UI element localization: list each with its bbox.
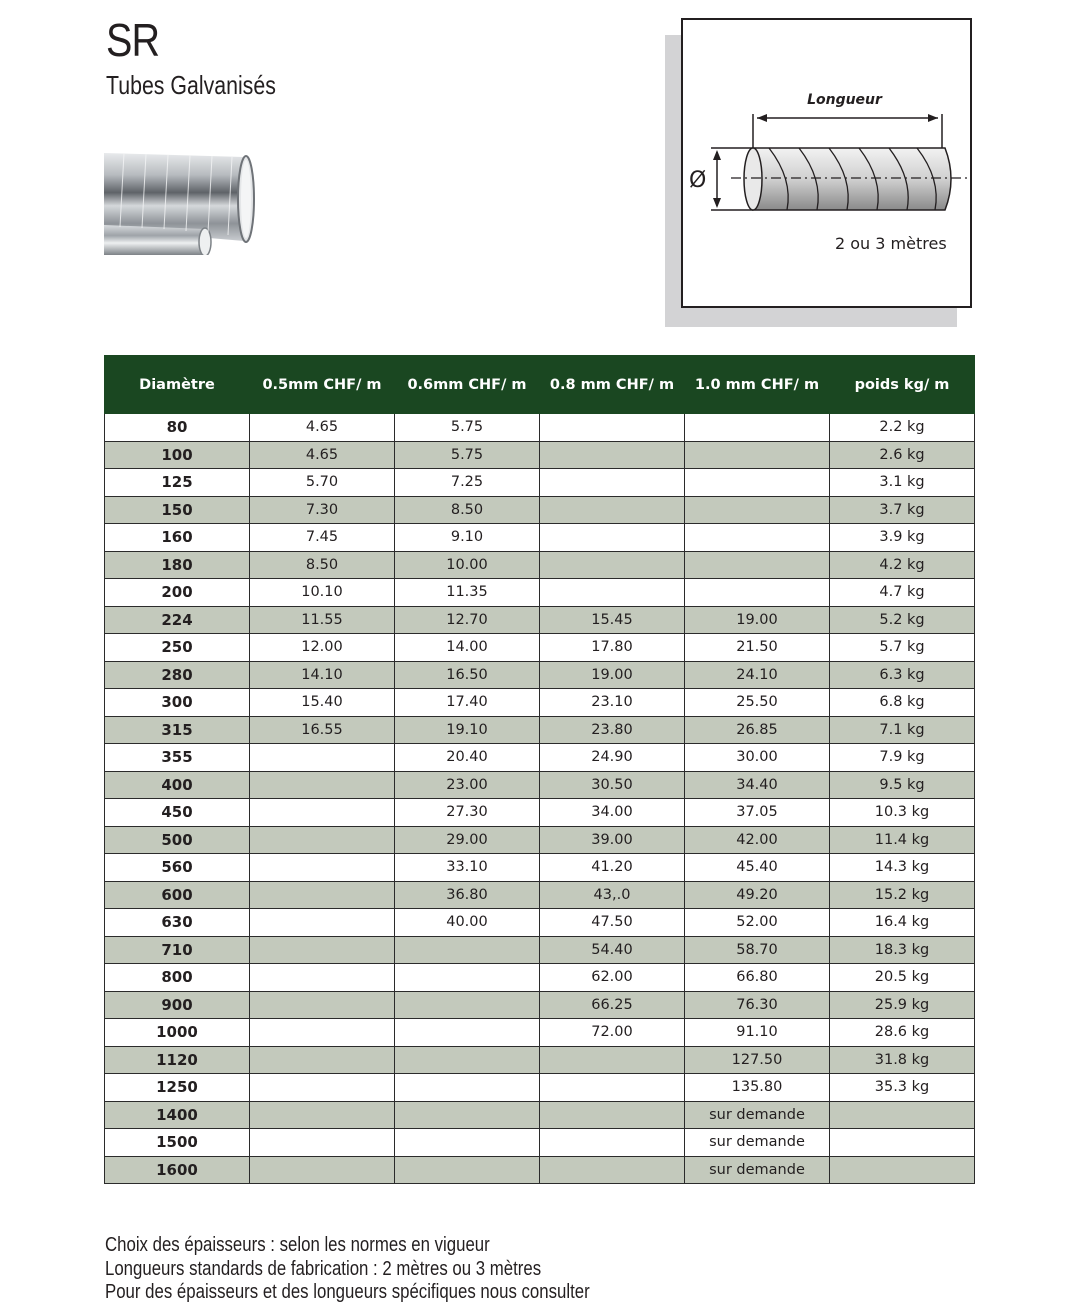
- table-header-row: [105, 356, 975, 414]
- diameter-cell: 1120: [105, 1046, 250, 1074]
- weight-cell: 4.7 kg: [830, 579, 975, 607]
- price-cell: 37.05: [685, 799, 830, 827]
- price-cell: 20.40: [395, 744, 540, 772]
- footnote-lengths: Longueurs standards de fabrication : 2 mètres ou 3 mètres: [105, 1257, 542, 1280]
- table-row: [105, 606, 975, 634]
- diameter-cell: 200: [105, 579, 250, 607]
- price-cell: sur demande: [685, 1129, 830, 1157]
- table-row: [105, 524, 975, 552]
- price-cell: [540, 579, 685, 607]
- weight-cell: 7.1 kg: [830, 716, 975, 744]
- table-row: [105, 414, 975, 442]
- table-row: [105, 496, 975, 524]
- diameter-cell: 300: [105, 689, 250, 717]
- price-cell: 41.20: [540, 854, 685, 882]
- price-cell: 8.50: [250, 551, 395, 579]
- diameter-cell: 315: [105, 716, 250, 744]
- diameter-cell: 450: [105, 799, 250, 827]
- price-cell: [250, 1074, 395, 1102]
- price-cell: 14.00: [395, 634, 540, 662]
- weight-cell: [830, 1129, 975, 1157]
- price-cell: 12.70: [395, 606, 540, 634]
- price-cell: 24.90: [540, 744, 685, 772]
- price-cell: [250, 909, 395, 937]
- price-cell: 23.80: [540, 716, 685, 744]
- weight-cell: 2.2 kg: [830, 414, 975, 442]
- table-row: [105, 771, 975, 799]
- price-cell: [250, 936, 395, 964]
- price-cell: 9.10: [395, 524, 540, 552]
- price-cell: 11.55: [250, 606, 395, 634]
- price-cell: 66.80: [685, 964, 830, 992]
- price-cell: [250, 1019, 395, 1047]
- price-cell: 17.80: [540, 634, 685, 662]
- table-row: [105, 441, 975, 469]
- price-cell: 52.00: [685, 909, 830, 937]
- price-cell: [540, 469, 685, 497]
- price-cell: 62.00: [540, 964, 685, 992]
- price-cell: [540, 441, 685, 469]
- weight-cell: 16.4 kg: [830, 909, 975, 937]
- diameter-cell: 630: [105, 909, 250, 937]
- price-cell: [685, 414, 830, 442]
- table-row: [105, 909, 975, 937]
- price-cell: [250, 826, 395, 854]
- price-cell: 7.25: [395, 469, 540, 497]
- diameter-cell: 800: [105, 964, 250, 992]
- price-cell: 12.00: [250, 634, 395, 662]
- price-cell: 43,.0: [540, 881, 685, 909]
- table-row: [105, 744, 975, 772]
- price-cell: [540, 1046, 685, 1074]
- price-cell: [250, 799, 395, 827]
- price-cell: 40.00: [395, 909, 540, 937]
- weight-cell: 14.3 kg: [830, 854, 975, 882]
- weight-cell: 9.5 kg: [830, 771, 975, 799]
- price-cell: 23.10: [540, 689, 685, 717]
- weight-cell: 18.3 kg: [830, 936, 975, 964]
- price-cell: [395, 964, 540, 992]
- table-row: [105, 936, 975, 964]
- price-cell: [540, 1129, 685, 1157]
- weight-cell: 4.2 kg: [830, 551, 975, 579]
- price-cell: 58.70: [685, 936, 830, 964]
- diameter-cell: 500: [105, 826, 250, 854]
- table-row: [105, 826, 975, 854]
- price-cell: [250, 854, 395, 882]
- price-cell: [540, 1074, 685, 1102]
- table-body: [105, 414, 975, 1184]
- diameter-cell: 1600: [105, 1156, 250, 1184]
- price-cell: 54.40: [540, 936, 685, 964]
- price-cell: sur demande: [685, 1101, 830, 1129]
- price-cell: [250, 1129, 395, 1157]
- diameter-cell: 125: [105, 469, 250, 497]
- price-cell: [250, 991, 395, 1019]
- price-cell: 45.40: [685, 854, 830, 882]
- price-cell: [540, 496, 685, 524]
- table-row: [105, 716, 975, 744]
- price-cell: 30.50: [540, 771, 685, 799]
- price-cell: 5.70: [250, 469, 395, 497]
- price-cell: 36.80: [395, 881, 540, 909]
- column-header: 1.0 mm CHF/ m: [685, 356, 830, 414]
- table-row: [105, 854, 975, 882]
- table-row: [105, 991, 975, 1019]
- price-cell: 19.00: [540, 661, 685, 689]
- price-cell: [395, 1019, 540, 1047]
- price-cell: [685, 551, 830, 579]
- page-title: SR: [106, 14, 160, 66]
- price-cell: 16.50: [395, 661, 540, 689]
- price-cell: 4.65: [250, 414, 395, 442]
- price-cell: 7.45: [250, 524, 395, 552]
- table-row: [105, 579, 975, 607]
- weight-cell: 25.9 kg: [830, 991, 975, 1019]
- column-header: 0.8 mm CHF/ m: [540, 356, 685, 414]
- footnote-contact: Pour des épaisseurs et des longueurs spécifiques nous consulter: [105, 1281, 590, 1303]
- price-cell: [540, 414, 685, 442]
- price-cell: [395, 936, 540, 964]
- weight-cell: 15.2 kg: [830, 881, 975, 909]
- weight-cell: 28.6 kg: [830, 1019, 975, 1047]
- price-cell: 127.50: [685, 1046, 830, 1074]
- price-cell: 4.65: [250, 441, 395, 469]
- diameter-cell: 250: [105, 634, 250, 662]
- diameter-cell: 1000: [105, 1019, 250, 1047]
- diameter-cell: 100: [105, 441, 250, 469]
- weight-cell: 35.3 kg: [830, 1074, 975, 1102]
- price-cell: 16.55: [250, 716, 395, 744]
- price-cell: 25.50: [685, 689, 830, 717]
- diameter-cell: 160: [105, 524, 250, 552]
- table-row: [105, 469, 975, 497]
- table-row: [105, 881, 975, 909]
- table-row: [105, 689, 975, 717]
- column-header: 0.6mm CHF/ m: [395, 356, 540, 414]
- price-cell: 19.00: [685, 606, 830, 634]
- weight-cell: 3.7 kg: [830, 496, 975, 524]
- weight-cell: 3.9 kg: [830, 524, 975, 552]
- column-header: poids kg/ m: [830, 356, 975, 414]
- price-cell: 17.40: [395, 689, 540, 717]
- price-cell: [685, 524, 830, 552]
- price-cell: [540, 1101, 685, 1129]
- price-cell: 26.85: [685, 716, 830, 744]
- price-cell: [685, 496, 830, 524]
- price-cell: 66.25: [540, 991, 685, 1019]
- table-row: [105, 1156, 975, 1184]
- diameter-cell: 560: [105, 854, 250, 882]
- weight-cell: 11.4 kg: [830, 826, 975, 854]
- weight-cell: 6.8 kg: [830, 689, 975, 717]
- weight-cell: 31.8 kg: [830, 1046, 975, 1074]
- table-row: [105, 1074, 975, 1102]
- column-header: Diamètre: [105, 356, 250, 414]
- weight-cell: 6.3 kg: [830, 661, 975, 689]
- table-row: [105, 661, 975, 689]
- price-cell: [395, 1156, 540, 1184]
- diameter-cell: 1250: [105, 1074, 250, 1102]
- diameter-symbol: Ø: [689, 168, 707, 193]
- price-cell: 34.40: [685, 771, 830, 799]
- price-cell: 15.45: [540, 606, 685, 634]
- price-cell: 5.75: [395, 414, 540, 442]
- weight-cell: 2.6 kg: [830, 441, 975, 469]
- table-row: [105, 1101, 975, 1129]
- weight-cell: 10.3 kg: [830, 799, 975, 827]
- diameter-cell: 280: [105, 661, 250, 689]
- table-row: [105, 1019, 975, 1047]
- price-cell: [250, 1101, 395, 1129]
- table-row: [105, 1129, 975, 1157]
- weight-cell: 20.5 kg: [830, 964, 975, 992]
- price-cell: [540, 524, 685, 552]
- table-row: [105, 551, 975, 579]
- weight-cell: 5.7 kg: [830, 634, 975, 662]
- diameter-cell: 400: [105, 771, 250, 799]
- price-cell: 15.40: [250, 689, 395, 717]
- price-cell: [395, 1101, 540, 1129]
- price-cell: [395, 1074, 540, 1102]
- spiral-tube-drawing: [683, 20, 970, 306]
- diameter-cell: 900: [105, 991, 250, 1019]
- table-row: [105, 634, 975, 662]
- length-label: Longueur: [807, 92, 882, 108]
- table-row: [105, 1046, 975, 1074]
- price-cell: [395, 1129, 540, 1157]
- price-cell: [250, 1046, 395, 1074]
- price-cell: [685, 579, 830, 607]
- diameter-cell: 1400: [105, 1101, 250, 1129]
- price-cell: [250, 744, 395, 772]
- price-cell: 76.30: [685, 991, 830, 1019]
- galvanized-spiral-tubes-photo: [104, 145, 256, 255]
- price-cell: 42.00: [685, 826, 830, 854]
- price-cell: 21.50: [685, 634, 830, 662]
- weight-cell: [830, 1156, 975, 1184]
- price-cell: 19.10: [395, 716, 540, 744]
- price-cell: 29.00: [395, 826, 540, 854]
- page-subtitle: Tubes Galvanisés: [106, 70, 276, 100]
- price-cell: 33.10: [395, 854, 540, 882]
- price-cell: [685, 469, 830, 497]
- table-row: [105, 964, 975, 992]
- diameter-cell: 710: [105, 936, 250, 964]
- price-cell: [250, 881, 395, 909]
- column-header: 0.5mm CHF/ m: [250, 356, 395, 414]
- diameter-cell: 80: [105, 414, 250, 442]
- diameter-cell: 180: [105, 551, 250, 579]
- diameter-cell: 1500: [105, 1129, 250, 1157]
- price-cell: 10.10: [250, 579, 395, 607]
- price-cell: 11.35: [395, 579, 540, 607]
- price-cell: 34.00: [540, 799, 685, 827]
- diameter-cell: 224: [105, 606, 250, 634]
- price-cell: 7.30: [250, 496, 395, 524]
- price-cell: 135.80: [685, 1074, 830, 1102]
- price-cell: [540, 1156, 685, 1184]
- price-cell: 72.00: [540, 1019, 685, 1047]
- price-cell: 10.00: [395, 551, 540, 579]
- price-table: [104, 355, 975, 1184]
- price-cell: 49.20: [685, 881, 830, 909]
- tube-diagram: [681, 18, 972, 308]
- price-cell: 30.00: [685, 744, 830, 772]
- diameter-cell: 355: [105, 744, 250, 772]
- price-cell: [250, 1156, 395, 1184]
- price-cell: [395, 1046, 540, 1074]
- price-cell: 27.30: [395, 799, 540, 827]
- weight-cell: 7.9 kg: [830, 744, 975, 772]
- price-cell: 47.50: [540, 909, 685, 937]
- table-row: [105, 799, 975, 827]
- price-cell: 39.00: [540, 826, 685, 854]
- price-cell: [685, 441, 830, 469]
- price-cell: [250, 771, 395, 799]
- price-cell: 14.10: [250, 661, 395, 689]
- price-cell: [540, 551, 685, 579]
- price-cell: [395, 991, 540, 1019]
- price-cell: 23.00: [395, 771, 540, 799]
- price-cell: sur demande: [685, 1156, 830, 1184]
- price-cell: 91.10: [685, 1019, 830, 1047]
- length-note: 2 ou 3 mètres: [835, 234, 947, 253]
- price-cell: 8.50: [395, 496, 540, 524]
- footnotes: [105, 1234, 682, 1305]
- price-cell: 5.75: [395, 441, 540, 469]
- diameter-cell: 600: [105, 881, 250, 909]
- price-cell: [250, 964, 395, 992]
- price-cell: 24.10: [685, 661, 830, 689]
- footnote-thickness: Choix des épaisseurs : selon les normes en vigueur: [105, 1234, 490, 1256]
- weight-cell: 3.1 kg: [830, 469, 975, 497]
- weight-cell: 5.2 kg: [830, 606, 975, 634]
- weight-cell: [830, 1101, 975, 1129]
- diameter-cell: 150: [105, 496, 250, 524]
